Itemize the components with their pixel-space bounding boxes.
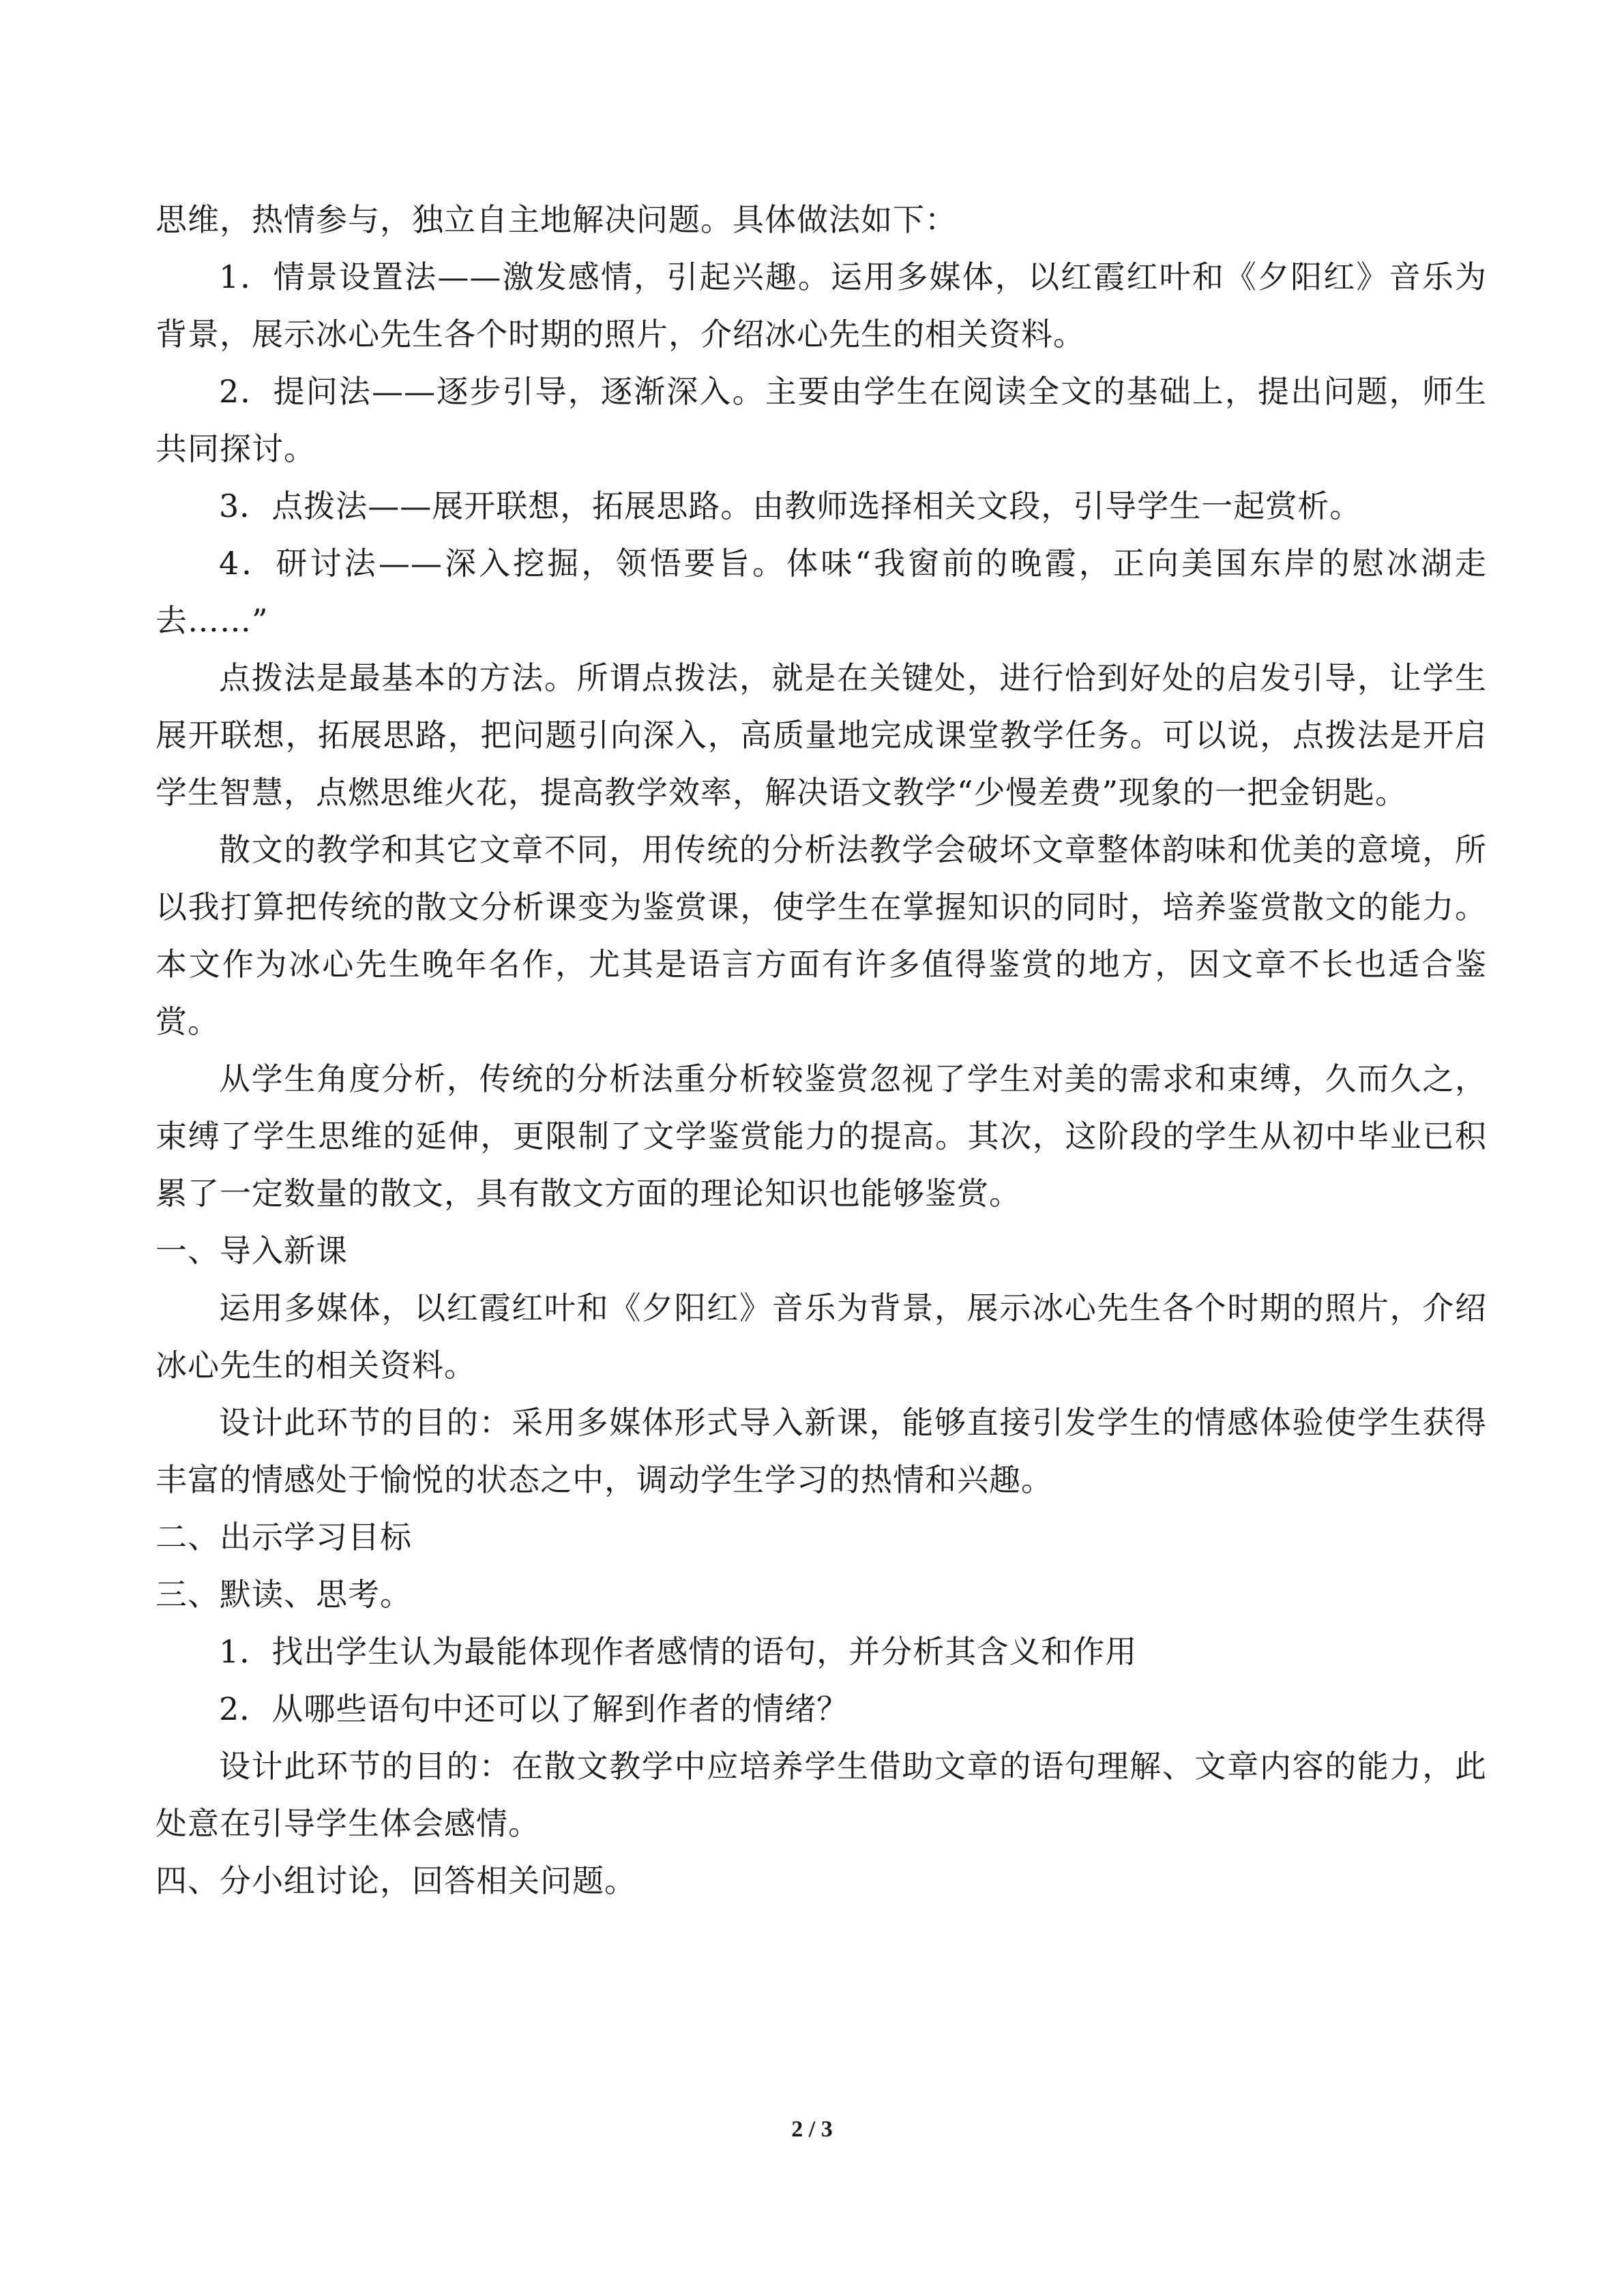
paragraph-dianbo-method: 点拨法是最基本的方法。所谓点拨法，就是在关键处，进行恰到好处的启发引导，让学生展开联想，拓展思路，把问题引向深入，高质量地完成课堂教学任务。可以说，点拨法是开启学生智慧，点燃思维火花，提高教学效率，解决语文教学“少慢差费”现象的一把金钥匙。 (156, 659, 1487, 811)
method-item-3: 3．点拨法——展开联想，拓展思路。由教师选择相关文段，引导学生一起赏析。 (219, 488, 1362, 524)
section-heading-2: 二、出示学习目标 (156, 1519, 412, 1555)
section-heading-3: 三、默读、思考。 (156, 1576, 412, 1613)
paragraph-design-purpose-1: 设计此环节的目的：采用多媒体形式导入新课，能够直接引发学生的情感体验使学生获得丰富的情感处于愉悦的状态之中，调动学生学习的热情和兴趣。 (156, 1404, 1487, 1498)
page-number: 2 / 3 (791, 2117, 833, 2142)
paragraph-design-purpose-2: 设计此环节的目的：在散文教学中应培养学生借助文章的语句理解、文章内容的能力，此处意在引导学生体会感情。 (156, 1748, 1487, 1842)
paragraph-prose-teaching: 散文的教学和其它文章不同，用传统的分析法教学会破坏文章整体韵味和优美的意境，所以我打算把传统的散文分析课变为鉴赏课，使学生在掌握知识的同时，培养鉴赏散文的能力。本文作为冰心先生晚年名作，尤其是语言方面有许多值得鉴赏的地方，因文章不长也适合鉴赏。 (156, 831, 1487, 1040)
paragraph-student-analysis: 从学生角度分析，传统的分析法重分析较鉴赏忽视了学生对美的需求和束缚，久而久之，束缚了学生思维的延伸，更限制了文学鉴赏能力的提高。其次，这阶段的学生从初中毕业已积累了一定数量的散文，具有散文方面的理论知识也能够鉴赏。 (156, 1060, 1487, 1212)
document-body (156, 191, 1487, 1909)
section-heading-4: 四、分小组讨论，回答相关问题。 (156, 1862, 636, 1899)
method-item-1: 1．情景设置法——激发感情，引起兴趣。运用多媒体，以红霞红叶和《夕阳红》音乐为背景，展示冰心先生各个时期的照片，介绍冰心先生的相关资料。 (156, 258, 1487, 353)
paragraph-continuation: 思维，热情参与，独立自主地解决问题。具体做法如下： (156, 201, 957, 238)
method-item-2: 2．提问法——逐步引导，逐渐深入。主要由学生在阅读全文的基础上，提出问题，师生共同探讨。 (156, 373, 1487, 467)
section-heading-1: 一、导入新课 (156, 1232, 348, 1269)
question-item-1: 1．找出学生认为最能体现作者感情的语句，并分析其含义和作用 (219, 1633, 1138, 1670)
question-item-2: 2．从哪些语句中还可以了解到作者的情绪？ (219, 1690, 849, 1727)
paragraph-intro-media: 运用多媒体，以红霞红叶和《夕阳红》音乐为背景，展示冰心先生各个时期的照片，介绍冰心先生的相关资料。 (156, 1289, 1487, 1384)
method-item-4: 4．研讨法——深入挖掘，领悟要旨。体味“我窗前的晚霞，正向美国东岸的慰冰湖走去……” (156, 545, 1487, 639)
